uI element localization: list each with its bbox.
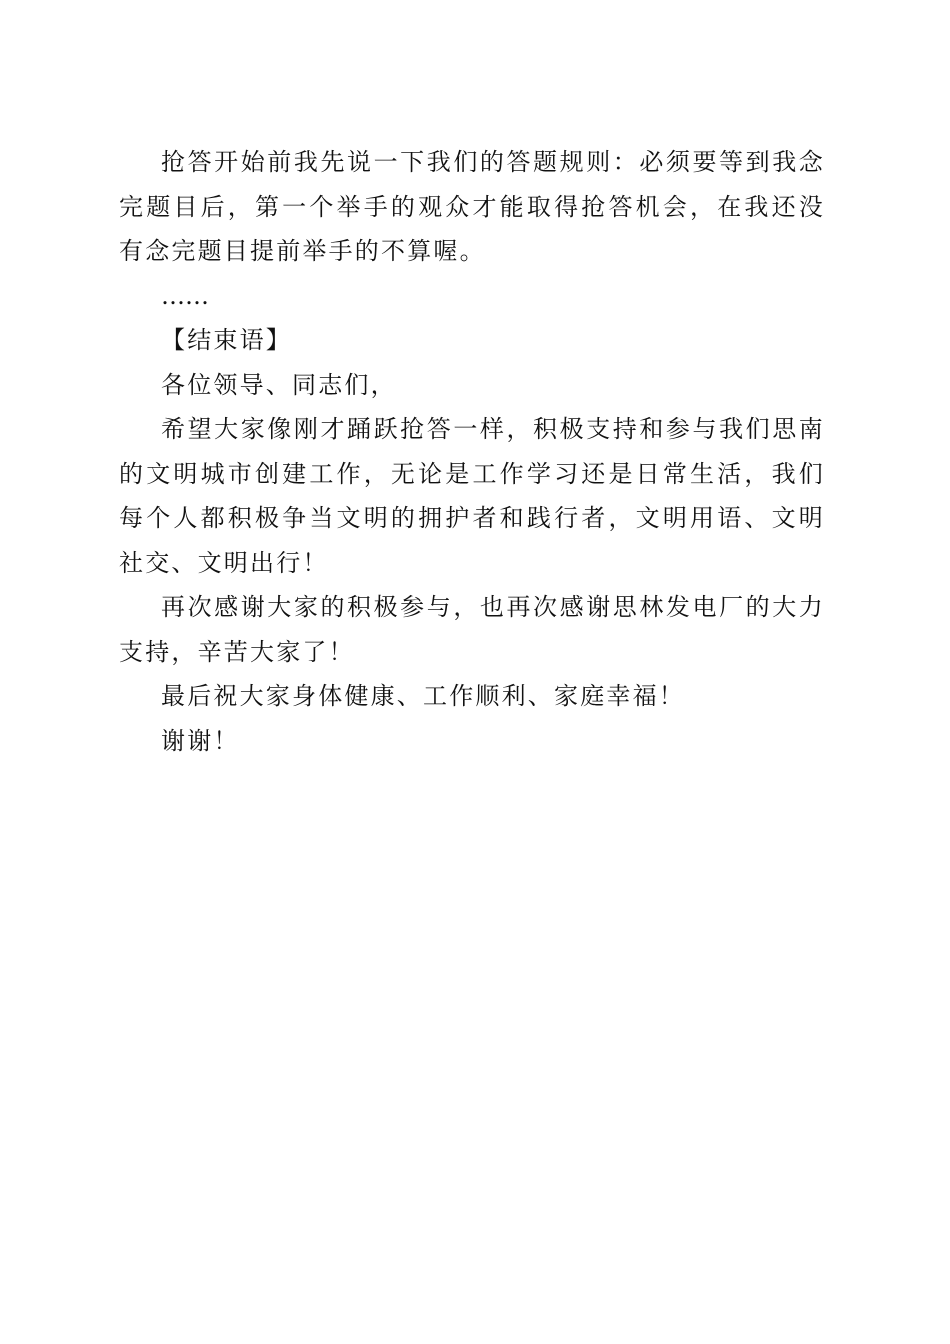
paragraph-thank-you: 谢谢！ — [161, 726, 240, 755]
paragraph-salutation: 各位领导、同志们， — [161, 370, 397, 399]
section-heading-closing: 【结束语】 — [161, 326, 292, 354]
paragraph-wishes: 最后祝大家身体健康、工作顺利、家庭幸福！ — [161, 682, 685, 710]
document-body — [119, 140, 825, 763]
paragraph-ellipsis: …… — [161, 281, 209, 310]
paragraph-rules: 抢答开始前我先说一下我们的答题规则：必须要等到我念完题目后，第一个举手的观众才能取得抢答机会，在我还没有念完题目提前举手的不算喔。 — [119, 148, 825, 265]
paragraph-hope: 希望大家像刚才踊跃抢答一样，积极支持和参与我们思南的文明城市创建工作，无论是工作学习还是日常生活，我们每个人都积极争当文明的拥护者和践行者，文明用语、文明社交、文明出行！ — [119, 415, 825, 577]
paragraph-thanks-participation: 再次感谢大家的积极参与，也再次感谢思林发电厂的大力支持，辛苦大家了！ — [119, 593, 825, 666]
